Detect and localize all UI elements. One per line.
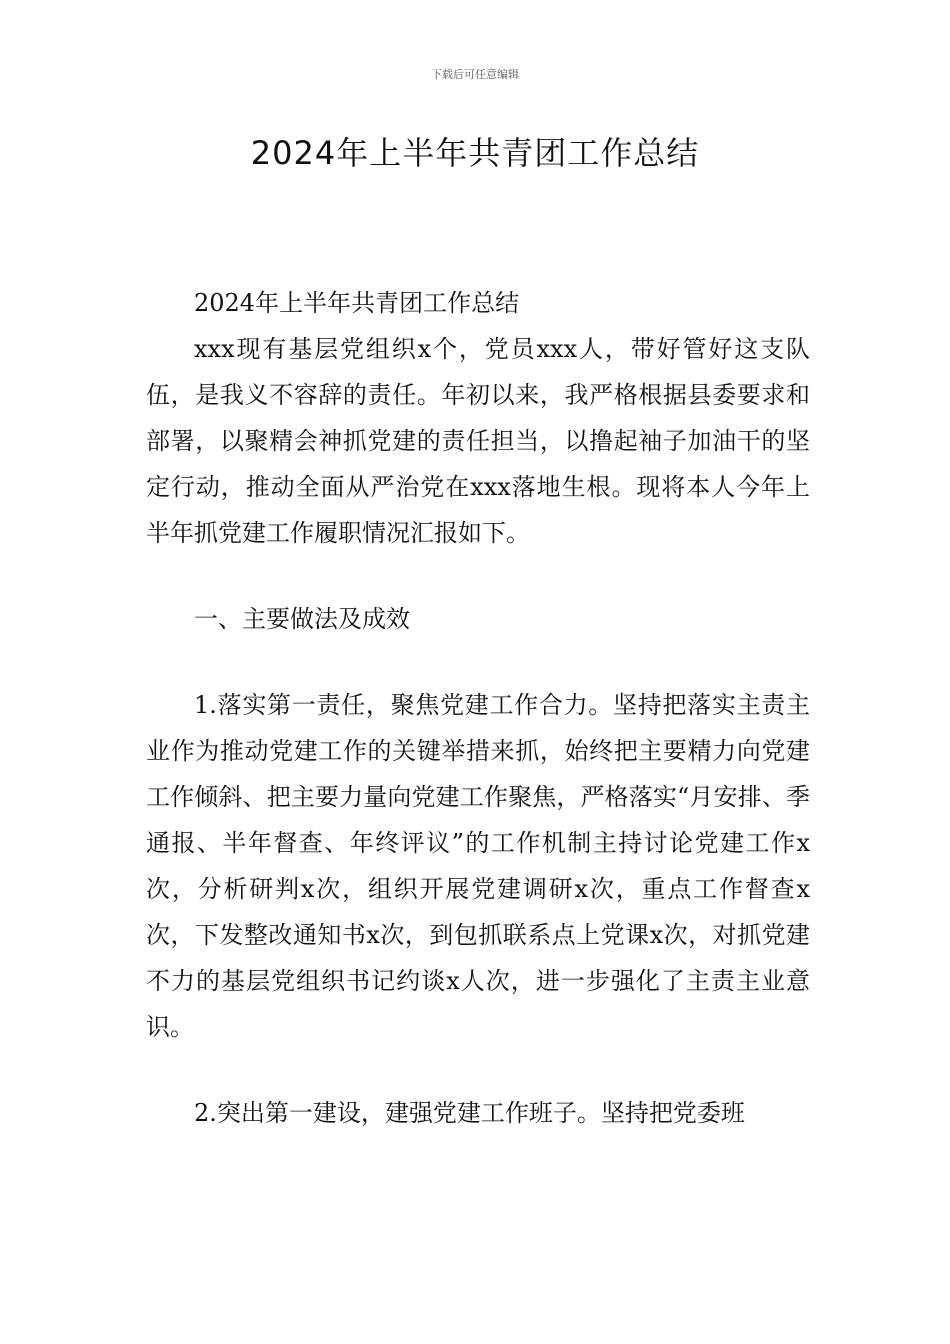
document-title: 2024年上半年共青团工作总结 — [250, 134, 700, 172]
paragraph-item-1: 1.落实第一责任，聚焦党建工作合力。坚持把落实主责主业作为推动党建工作的关键举措来抓，始终把主要精力向党建工作倾斜、把主要力量向党建工作聚焦，严格落实“月安排、季通报、半年督查、年终评议”的工作机制主持讨论党建工作x次，分析研判x次，组织开展党建调研x次，重点工作督查x次，下发整改通知书x次，到包抓联系点上党课x次，对抓党建不力的基层党组织书记约谈x人次，进一步强化了主责主业意识。 — [146, 691, 810, 1041]
paragraph-intro: xxx现有基层党组织x个，党员xxx人，带好管好这支队伍，是我义不容辞的责任。年初以来，我严格根据县委要求和部署，以聚精会神抓党建的责任担当，以撸起袖子加油干的坚定行动，推动全面从严治党在xxx落地生根。现将本人今年上半年抓党建工作履职情况汇报如下。 — [146, 335, 810, 547]
paragraph-subtitle: 2024年上半年共青团工作总结 — [194, 289, 520, 317]
document-body — [146, 280, 810, 1136]
header-note: 下载后可任意编辑 — [431, 68, 519, 81]
section-heading: 一、主要做法及成效 — [194, 605, 410, 633]
paragraph-item-2: 2.突出第一建设，建强党建工作班子。坚持把党委班 — [194, 1099, 745, 1127]
